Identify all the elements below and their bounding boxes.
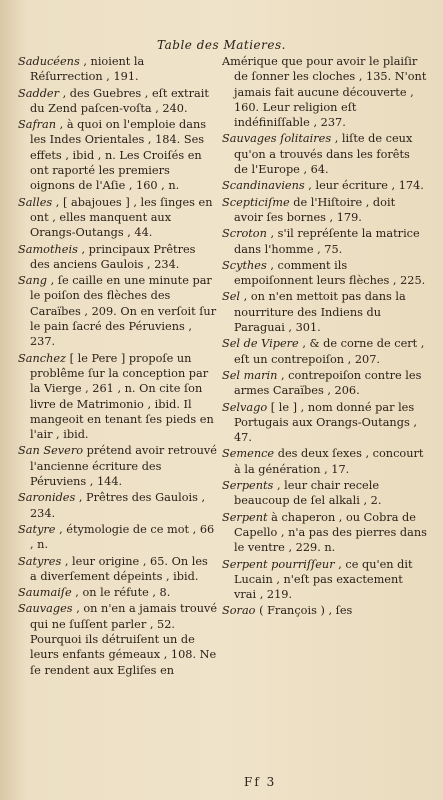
index-entry	[222, 478, 427, 509]
entry-headword: Semence	[222, 447, 275, 461]
entry-text: , on n'en mettoit pas dans la nourriture des Indiens du Paraguai , 301.	[234, 290, 406, 335]
entry-text: , nioient la Réſurrection , 191.	[30, 55, 145, 84]
entry-headword: Sadder	[18, 86, 60, 100]
index-entry	[18, 273, 218, 349]
entry-text: [ le Pere ] propoſe un problême ſur la conception par la Vierge , 261 , n. On cite ſon livre de Matrimonio , ibid. Il mangeoit en tenant ſes pieds en l'air , ibid.	[30, 351, 214, 442]
entry-text: , à quoi on l'emploie dans les Indes Orientales , 184. Ses effets , ibid , n. Les Croiſés en ont raporté les premiers oignons de l'Aſie , 160 , n.	[30, 118, 207, 193]
index-entry	[18, 54, 218, 85]
running-head: Table des Matieres.	[157, 38, 286, 52]
right-column	[222, 54, 427, 620]
entry-headword: Selvago	[222, 400, 268, 414]
entry-headword: Sauvages	[18, 602, 73, 616]
index-entry	[222, 54, 427, 130]
entry-text: [ le ] , nom donné par les Portugais aux Orangs-Outangs , 47.	[234, 400, 417, 445]
index-entry	[222, 368, 427, 399]
entry-text: , leur chair recele beaucoup de ſel alkali , 2.	[234, 479, 382, 508]
entry-headword: Sauvages ſolitaires	[222, 132, 332, 146]
entry-text: , & de corne de cert , eſt un contrepoiſon , 207.	[234, 337, 425, 366]
index-entry	[222, 336, 427, 367]
entry-text: , Prêtres des Gaulois , 234.	[30, 491, 206, 520]
entry-headword: Sel marin	[222, 368, 278, 382]
entry-text: , contrepoiſon contre les armes Caraïbes , 206.	[234, 368, 422, 398]
entry-text: à chaperon , ou Cobra de Capello , n'a pas des pierres dans le ventre , 229. n.	[234, 510, 427, 555]
index-entry	[222, 400, 427, 446]
entry-text: , liſte de ceux qu'on a trouvés dans les forêts de l'Europe , 64.	[234, 132, 413, 177]
entry-headword: Saronides	[18, 491, 76, 505]
entry-text: , principaux Prêtres des anciens Gaulois , 234.	[30, 242, 196, 271]
index-entry	[18, 86, 218, 117]
entry-text: , on n'en a jamais trouvé qui ne ſuſſent parler , 52. Pourquoi ils détruiſent un de leurs enfants gémeaux , 108. Ne ſe rendent aux Egliſes en	[30, 602, 218, 677]
entry-headword: Satyres	[18, 554, 62, 568]
entry-text: , comment ils empoiſonnent leurs flèches , 225.	[234, 258, 426, 288]
entry-headword: Sel	[222, 290, 241, 304]
entry-headword: Salles	[18, 195, 53, 209]
index-entry	[222, 446, 427, 477]
entry-text: , des Guebres , eſt extrait du Zend paſcen-voſta , 240.	[30, 86, 209, 115]
index-entry	[18, 351, 218, 443]
entry-text: , leur écriture , 174.	[308, 179, 424, 193]
entry-headword: Safran	[18, 118, 57, 132]
index-entry	[18, 443, 218, 489]
entry-headword: Satyre	[18, 522, 56, 536]
index-entry	[222, 510, 427, 556]
index-entry	[18, 195, 218, 241]
entry-headword: Scythes	[222, 258, 267, 272]
entry-text: Amérique que pour avoir le plaiſir de ſonner les cloches , 135. N'ont jamais fait aucune découverte , 160. Leur religion eſt indéfiniſſable , 237.	[222, 55, 427, 130]
index-entry	[222, 195, 427, 226]
entry-headword: San Severo	[18, 444, 84, 458]
entry-text: , s'il repréſente la matrice dans l'homme , 75.	[234, 227, 420, 256]
entry-headword: Serpent	[222, 510, 268, 524]
entry-text: , ſe caille en une minute par le poiſon des flèches des Caraïbes , 209. On en verſoit ſur le pain ſacré des Péruviens , 237.	[30, 274, 217, 349]
entry-headword: Scroton	[222, 227, 267, 241]
index-entry	[18, 601, 218, 677]
entry-text: , ce qu'en dit Lucain , n'eſt pas exactement vrai , 219.	[234, 557, 413, 602]
entry-headword: Saumaiſe	[18, 586, 72, 600]
left-column	[18, 54, 218, 679]
index-entry	[222, 131, 427, 177]
index-entry	[18, 522, 218, 553]
entry-text: , [ abajoues ] , les ſinges en ont , elles manquent aux Orangs-Outangs , 44.	[30, 195, 213, 240]
entry-headword: Scandinaviens	[222, 179, 305, 193]
index-entry	[222, 603, 427, 618]
entry-headword: Scepticiſme	[222, 195, 290, 209]
index-entry	[18, 242, 218, 273]
entry-headword: Sorao	[222, 604, 256, 618]
entry-text: prétend avoir retrouvé l'ancienne écriture des Péruviens , 144.	[30, 444, 217, 489]
entry-headword: Saducéens	[18, 55, 80, 68]
entry-text: ( François ) , ſes	[259, 604, 353, 618]
entry-text: , leur origine , 65. On les a diverſement dépeints , ibid.	[30, 554, 208, 583]
index-entry	[222, 557, 427, 603]
index-entry	[18, 490, 218, 521]
index-entry	[222, 178, 427, 193]
index-entry	[222, 258, 427, 289]
entry-headword: Samotheis	[18, 242, 78, 256]
entry-headword: Sang	[18, 274, 47, 288]
entry-headword: Sanchez	[18, 351, 66, 365]
entry-headword: Serpent pourriſſeur	[222, 557, 335, 571]
entry-headword: Sel de Vipere	[222, 337, 299, 351]
index-entry	[222, 226, 427, 257]
index-entry	[18, 554, 218, 585]
signature-mark: Ff 3	[244, 775, 277, 789]
index-entry	[18, 585, 218, 600]
entry-text: de l'Hiſtoire , doit avoir ſes bornes , 179.	[234, 195, 396, 224]
index-entry	[222, 289, 427, 335]
entry-text: des deux ſexes , concourt à la génération , 17.	[234, 447, 424, 476]
entry-text: , étymologie de ce mot , 66 , n.	[30, 522, 215, 552]
index-entry	[18, 117, 218, 193]
entry-text: , on le réfute , 8.	[75, 586, 171, 600]
entry-headword: Serpents	[222, 479, 274, 493]
